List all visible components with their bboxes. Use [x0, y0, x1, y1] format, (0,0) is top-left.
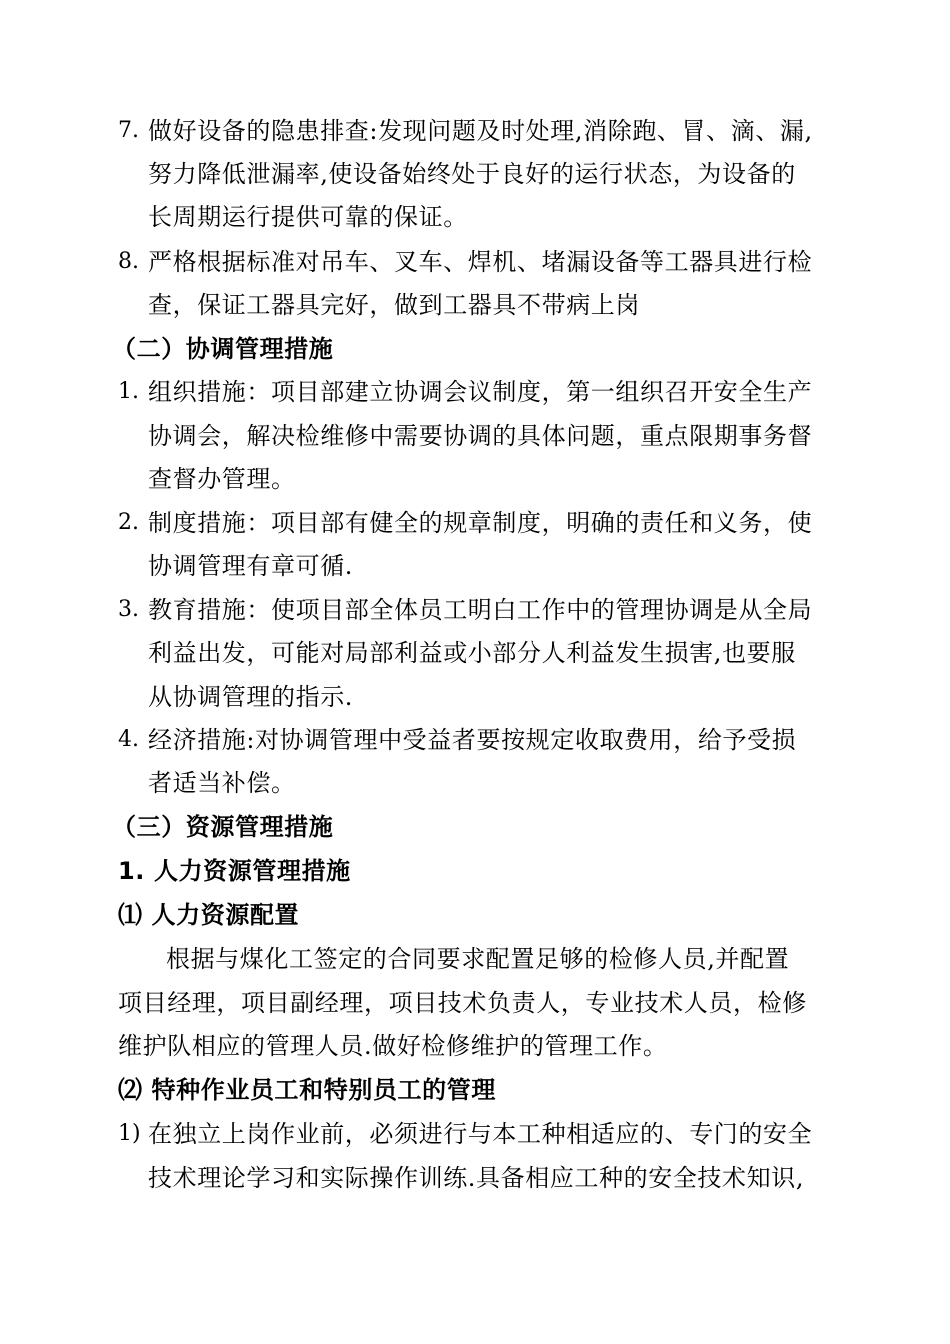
text-line: 利益出发，可能对局部利益或小部分人利益发生损害,也要服 — [148, 639, 796, 667]
text-line: 组织措施：项目部建立协调会议制度，第一组织召开安全生产 — [148, 378, 813, 406]
text-line: 做好设备的隐患排查:发现问题及时处理,消除跑、冒、滴、漏, — [148, 117, 813, 145]
text-line: 在独立上岗作业前，必须进行与本工种相适应的、专门的安全 — [148, 1120, 813, 1148]
paragraph-line: 维护队相应的管理人员.做好检修维护的管理工作。 — [118, 1032, 668, 1060]
text-line: 长周期运行提供可靠的保证。 — [148, 203, 468, 231]
list-number: 2. — [118, 510, 139, 535]
text-line: 查，保证工器具完好，做到工器具不带病上岗 — [148, 291, 640, 319]
text-line: 查督办管理。 — [148, 465, 296, 493]
text-line: 从协调管理的指示. — [148, 683, 354, 711]
list-number: 7. — [118, 118, 139, 143]
section-heading: （三）资源管理措施 — [112, 813, 334, 841]
list-number: 1. — [118, 379, 139, 404]
text-line: 制度措施：项目部有健全的规章制度，明确的责任和义务，使 — [148, 509, 813, 537]
section-heading: （二）协调管理措施 — [112, 335, 334, 363]
text-line: 协调会，解决检维修中需要协调的具体问题，重点限期事务督 — [148, 422, 813, 450]
text-line: 协调管理有章可循. — [148, 552, 354, 580]
text-line: 者适当补偿。 — [148, 769, 296, 797]
paragraph-line: 项目经理，项目副经理，项目技术负责人，专业技术人员，检修 — [118, 989, 807, 1017]
text-line: 努力降低泄漏率,使设备始终处于良好的运行状态，为设备的 — [148, 160, 796, 188]
subsection-heading: ⑵ 特种作业员工和特别员工的管理 — [118, 1076, 496, 1104]
text-line: 技术理论学习和实际操作训练.具备相应工种的安全技术知识, — [148, 1164, 805, 1192]
subsection-heading: ⑴ 人力资源配置 — [118, 901, 300, 929]
text-line: 经济措施:对协调管理中受益者要按规定收取费用，给予受损 — [148, 726, 797, 754]
text-line: 教育措施：使项目部全体员工明白工作中的管理协调是从全局 — [148, 596, 813, 624]
list-number: 8. — [118, 249, 139, 274]
subsection-heading: 1. 人力资源管理措施 — [118, 857, 351, 885]
list-number: 4. — [118, 727, 139, 752]
text-line: 严格根据标准对吊车、叉车、焊机、堵漏设备等工器具进行检 — [148, 248, 813, 276]
list-number: 1) — [118, 1121, 141, 1146]
paragraph-line: 根据与煤化工签定的合同要求配置足够的检修人员,并配置 — [166, 945, 790, 973]
list-number: 3. — [118, 597, 139, 622]
